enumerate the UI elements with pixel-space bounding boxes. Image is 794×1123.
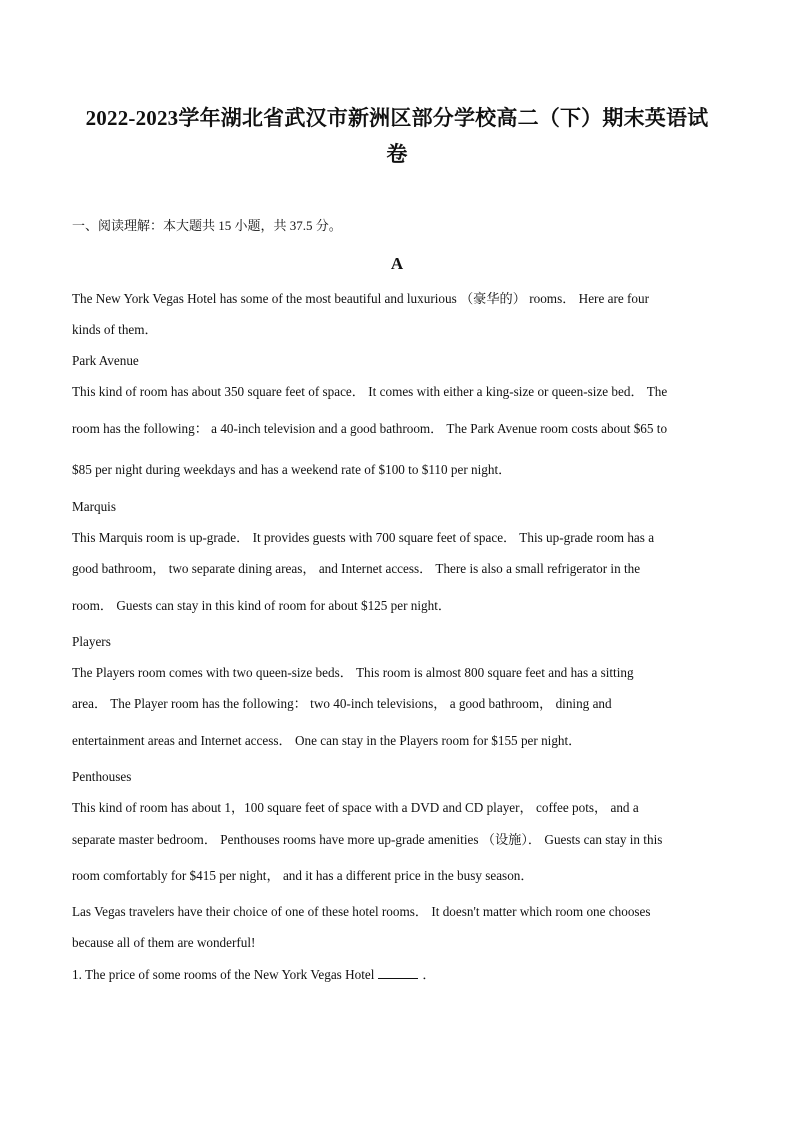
answer-blank: [378, 966, 418, 979]
passage-line: room has the following： a 40-inch television and a good bathroom． The Park Avenue room costs about $65 to: [72, 421, 668, 436]
passage-line: room comfortably for $415 per night， and it has a different price in the busy season．: [72, 868, 534, 883]
question-1: [72, 965, 722, 985]
passage-line: entertainment areas and Internet access． One can stay in the Players room for $155 per night．: [72, 733, 582, 748]
exam-title: [60, 100, 734, 172]
passage-line: This kind of room has about 350 square feet of space． It comes with either a king-size or queen-size bed． The: [72, 384, 668, 399]
passage-line: The New York Vegas Hotel has some of the most beautiful and luxurious （豪华的） rooms． Here are four: [72, 291, 649, 306]
room-heading-players: Players: [72, 634, 111, 649]
passage-line: room． Guests can stay in this kind of room for about $125 per night．: [72, 598, 452, 613]
passage-line: This Marquis room is up-grade． It provides guests with 700 square feet of space． This up-grade room has a: [72, 530, 655, 545]
passage-line: Las Vegas travelers have their choice of one of these hotel rooms． It doesn't matter which room one chooses: [72, 904, 651, 919]
section-heading: 一、阅读理解：本大题共 15 小题，共 37.5 分。: [72, 218, 342, 233]
passage-line: $85 per night during weekdays and has a weekend rate of $100 to $110 per night．: [72, 462, 512, 477]
room-heading-marquis: Marquis: [72, 499, 116, 514]
passage-line: This kind of room has about 1，100 square feet of space with a DVD and CD player， coffee pots， and a: [72, 800, 639, 815]
room-heading-penthouses: Penthouses: [72, 769, 132, 784]
room-heading-park-avenue: Park Avenue: [72, 353, 139, 368]
passage-label: A: [390, 254, 404, 273]
question-1-end: ．: [422, 967, 436, 982]
passage-line: good bathroom， two separate dining areas， and Internet access． There is also a small refrigerator in the: [72, 561, 641, 576]
passage-line: kinds of them．: [72, 322, 158, 337]
title-line-2: 卷: [386, 142, 408, 166]
passage-line: because all of them are wonderful!: [72, 935, 256, 950]
title-line-1: 2022-2023学年湖北省武汉市新洲区部分学校高二（下）期末英语试: [85, 106, 709, 130]
question-1-text: 1. The price of some rooms of the New York Vegas Hotel: [72, 967, 375, 982]
passage-line: separate master bedroom． Penthouses rooms have more up-grade amenities （设施）． Guests can stay in this: [72, 832, 663, 847]
passage-line: The Players room comes with two queen-size beds． This room is almost 800 square feet and has a sitting: [72, 665, 634, 680]
passage-line: area． The Player room has the following： two 40-inch televisions， a good bathroom， dining and: [72, 696, 612, 711]
